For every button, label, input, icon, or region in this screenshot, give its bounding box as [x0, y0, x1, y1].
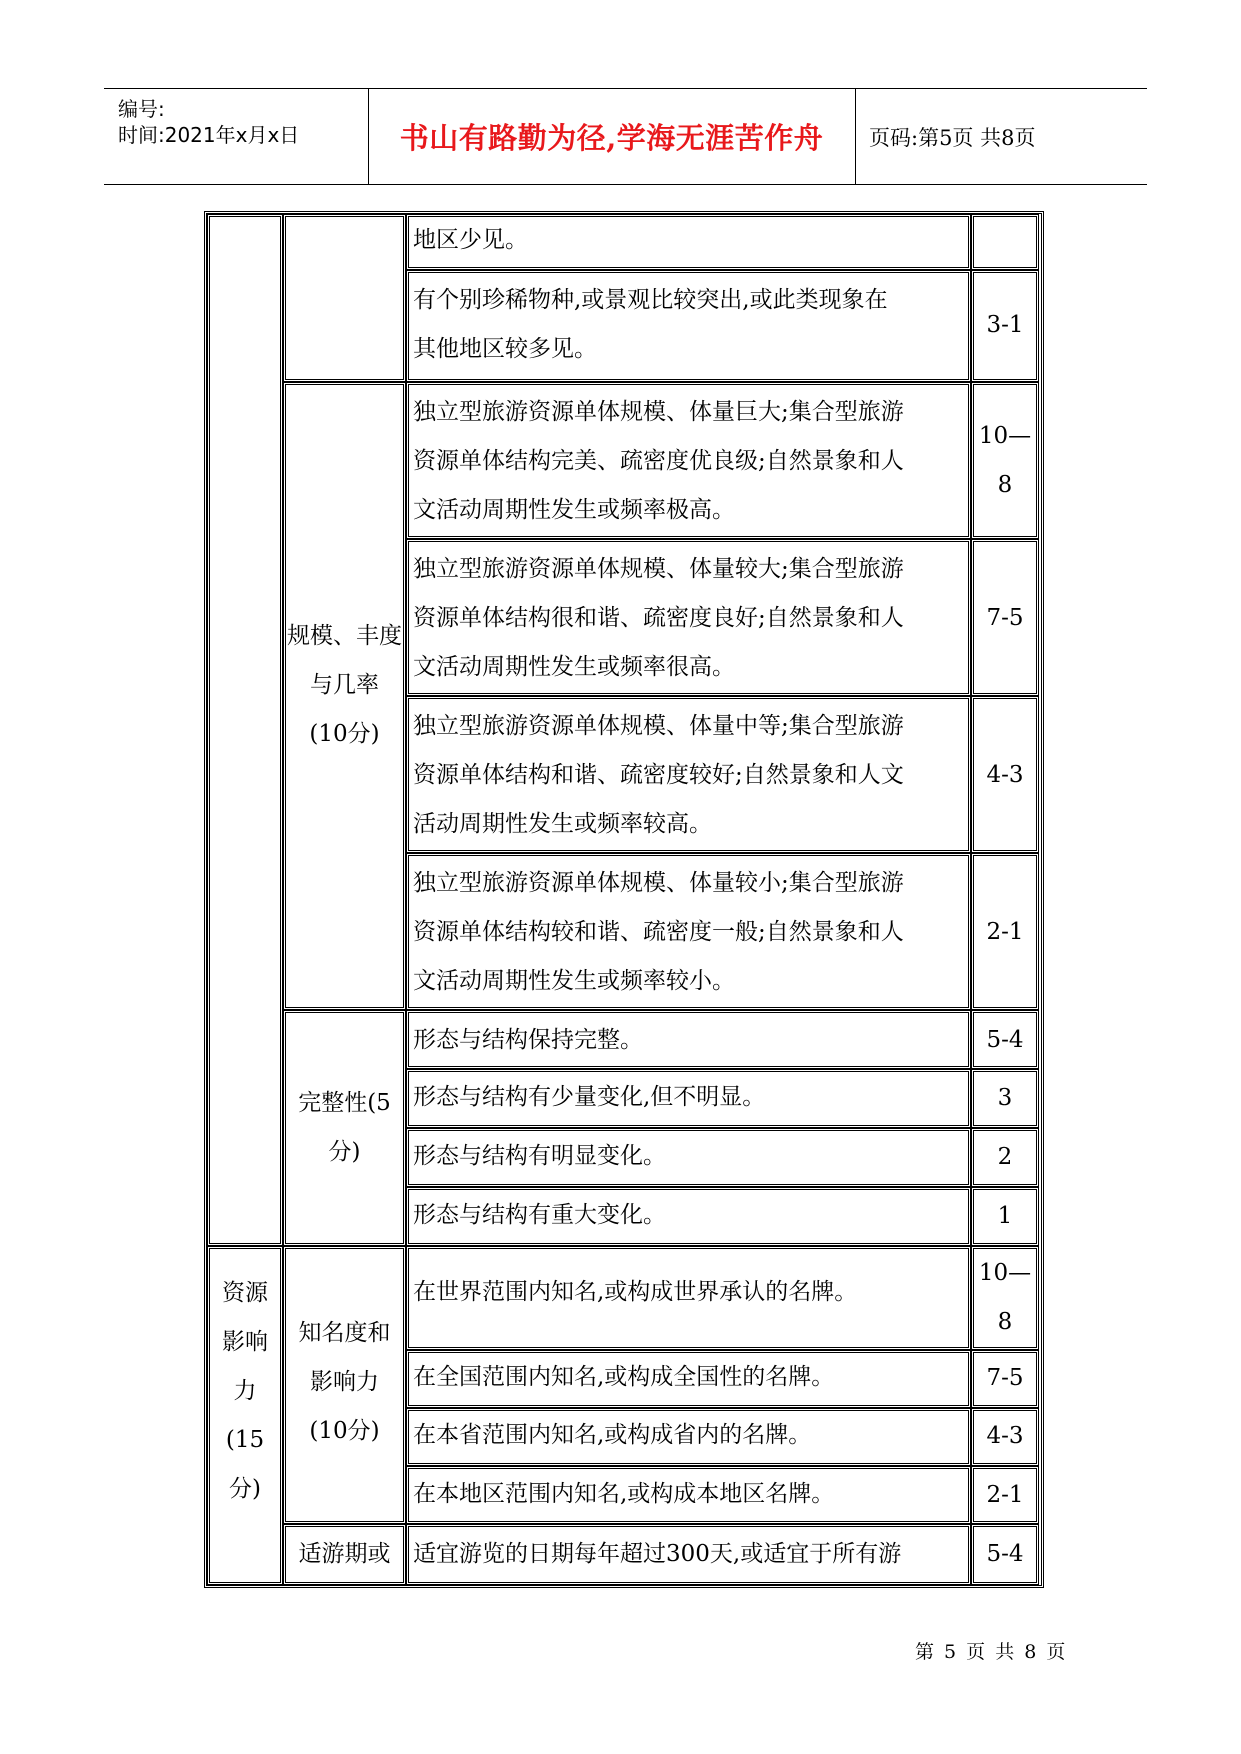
score-text: 7-5	[986, 605, 1024, 631]
score-text: 5-4	[986, 1027, 1024, 1053]
desc-text: 适宜游览的日期每年超过300天,或适宜于所有游	[413, 1541, 902, 1567]
desc-text: 独立型旅游资源单体规模、体量巨大;集合型旅游 资源单体结构完美、疏密度优良级;自然景象和人 文活动周期性发生或频率极高。	[413, 399, 904, 523]
subcategory-text: 知名度和 影响力 (10分)	[298, 1320, 391, 1444]
page-label: 页码:第5页 共8页	[869, 125, 1036, 150]
page-header	[104, 88, 1147, 185]
category-cell	[207, 214, 283, 1246]
score-text: 10— 8	[978, 1260, 1032, 1335]
desc-text: 在世界范围内知名,或构成世界承认的名牌。	[413, 1279, 858, 1305]
score-text: 2-1	[986, 919, 1024, 945]
desc-text: 形态与结构有少量变化,但不明显。	[413, 1084, 766, 1110]
desc-text: 独立型旅游资源单体规模、体量较小;集合型旅游 资源单体结构较和谐、疏密度一般;自然景象和人 文活动周期性发生或频率较小。	[413, 870, 904, 994]
score-text: 3	[997, 1085, 1013, 1111]
score-text: 4-3	[986, 762, 1024, 788]
desc-text: 独立型旅游资源单体规模、体量较大;集合型旅游 资源单体结构很和谐、疏密度良好;自然景象和人 文活动周期性发生或频率很高。	[413, 556, 904, 680]
desc-text: 有个别珍稀物种,或景观比较突出,或此类现象在 其他地区较多见。	[413, 287, 888, 362]
score-text: 2-1	[986, 1482, 1024, 1508]
score-cell	[971, 214, 1039, 270]
desc-text: 独立型旅游资源单体规模、体量中等;集合型旅游 资源单体结构和谐、疏密度较好;自然景象和人文 活动周期性发生或频率较高。	[413, 713, 904, 837]
subcategory-text: 完整性(5 分)	[298, 1090, 391, 1165]
header-meta	[104, 89, 369, 184]
score-text: 1	[997, 1203, 1013, 1229]
score-text: 3-1	[986, 312, 1024, 338]
score-text: 2	[997, 1144, 1013, 1170]
desc-text: 形态与结构有重大变化。	[413, 1202, 666, 1228]
desc-text: 在本省范围内知名,或构成省内的名牌。	[413, 1422, 812, 1448]
desc-text: 地区少见。	[413, 227, 528, 253]
subcategory-cell	[283, 214, 406, 382]
score-text: 7-5	[986, 1365, 1024, 1391]
motto: 书山有路勤为径,学海无涯苦作舟	[368, 89, 856, 184]
subcategory-text: 适游期或	[298, 1541, 391, 1567]
desc-text: 形态与结构保持完整。	[413, 1027, 643, 1053]
score-text: 4-3	[986, 1423, 1024, 1449]
evaluation-table	[204, 211, 1044, 1588]
score-text: 10— 8	[978, 423, 1032, 498]
desc-text: 形态与结构有明显变化。	[413, 1143, 666, 1169]
subcategory-text: 规模、丰度 与几率 (10分)	[287, 623, 402, 747]
time-label: 时间:2021年x月x日	[118, 123, 300, 147]
desc-text: 在全国范围内知名,或构成全国性的名牌。	[413, 1364, 835, 1390]
page-footer: 第 5 页 共 8 页	[915, 1641, 1068, 1663]
number-label: 编号:	[118, 97, 165, 121]
category-text: 资源 影响 力 (15 分)	[222, 1280, 268, 1502]
desc-text: 在本地区范围内知名,或构成本地区名牌。	[413, 1481, 835, 1507]
score-text: 5-4	[986, 1541, 1024, 1567]
